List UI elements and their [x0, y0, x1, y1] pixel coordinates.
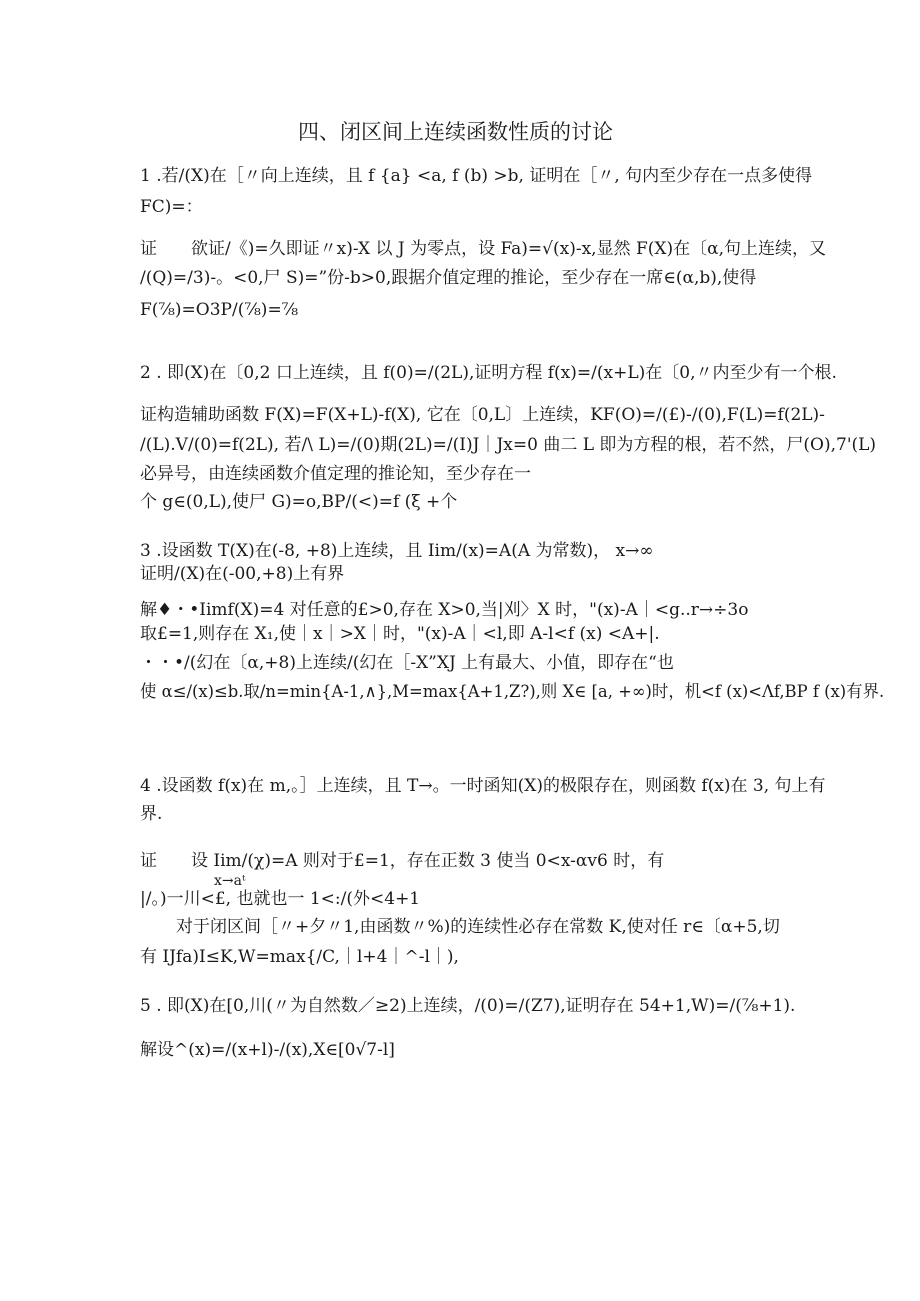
proof-4-line-1: 证 设 Iim/(χ)=A 则对于£=1，存在正数 3 使当 0<x-αv6 时，有 [140, 851, 665, 871]
problem-1-line-2: FC)=： [140, 197, 203, 217]
problem-1-line-1: 1 .若/(X)在［〃向上连续，且 f {a} <a, f (b) >b, 证明在［〃, 句内至少存在一点多使得 [140, 166, 813, 186]
page-title: 四、闭区间上连续函数性质的讨论 [298, 120, 613, 144]
solution-3-line-4: 使 α≤/(x)≤b.取/n=min{A-1,∧},M=max{A+1,Z?),则 X∈ [a, +∞)时，机<f (x)<Λf,BP f (x)有界. [140, 682, 885, 702]
problem-3-line-1: 3 .设函数 T(X)在(-8, +8)上连续，且 Iim/(x)=A(A 为常数)， x→∞ [140, 541, 654, 561]
proof-2-line-2: /(L).V/(0)=f(2L), 若/\ L)=/(0)期(2L)=/(I)J｜Jx=0 曲二 L 即为方程的根，若不然，尸(O),7'(L) [140, 435, 877, 455]
solution-3-line-1: 解♦・•Iimf(X)=4 对任意的£>0,存在 X>0,当|刈〉X 时，"(x)-A｜<g..r→÷3o [140, 600, 749, 620]
proof-1-line-2: /(Q)=/3)-。<0,尸 S)=”份-b>0,跟据介值定理的推论，至少存在一席∈(α,b),使得 [140, 268, 757, 288]
proof-1-line-3: F(⅞)=O3P/(⅞)=⅞ [140, 300, 299, 320]
problem-3-line-2: 证明/(X)在(-00,+8)上有界 [140, 564, 345, 584]
solution-3-line-2: 取£=1,则存在 X₁,使｜x｜>X｜时，"(x)-A｜<l,即 A-l<f (x) <A+|. [140, 624, 660, 644]
proof-4-line-2: |/。)一川<£, 也就也一 1<:/(外<4+1 [140, 889, 421, 909]
proof-2-line-3: 必异号，由连续函数介值定理的推论知，至少存在一 [140, 464, 531, 484]
problem-4-line-2: 界. [140, 804, 163, 824]
solution-3-line-3: ・・•/(幻在〔α,+8)上连续/(幻在［-X”XJ 上有最大、小值，即存在“也 [140, 653, 674, 673]
problem-2-line-1: 2 . 即(X)在〔0,2 口上连续，且 f(0)=/(2L),证明方程 f(x)=/(x+L)在〔0,〃内至少有一个根. [140, 363, 837, 383]
proof-4-line-4: 有 IJfa)I≤K,W=max{∕C,｜l+4｜^-l｜), [140, 947, 459, 967]
solution-5-line-1: 解设^(x)=/(x+l)-/(x),X∈[0√7-l] [140, 1040, 395, 1060]
proof-2-line-1: 证构造辅助函数 F(X)=F(X+L)-f(X), 它在〔0,L〕上连续，KF(O)=/(£)-/(0),F(L)=f(2L)- [140, 405, 825, 425]
proof-4-line-3: 对于闭区间［〃+夕〃1,由函数〃%)的连续性必存在常数 K,使对任 r∈〔α+5,切 [176, 917, 780, 937]
problem-5-line-1: 5 . 即(X)在[0,川(〃为自然数／≥2)上连续，/(0)=/(Z7),证明存在 54+1,W)=/(⅞+1). [140, 996, 796, 1016]
proof-4-limit-subscript: x→aᵗ [214, 873, 246, 889]
proof-1-line-1: 证 欲证/《)=久即证〃x)-X 以 J 为零点，设 Fa)=√(x)-x,显然 F(X)在〔α,句上连续，又 [140, 239, 827, 259]
proof-2-line-4: 个 g∈(0,L),使尸 G)=o,BP/(<)=f (ξ +个 [140, 492, 458, 512]
problem-4-line-1: 4 .设函数 f(x)在 m,。］上连续，且 T→。一时函知(X)的极限存在，则函数 f(x)在 3, 句上有 [140, 776, 826, 796]
